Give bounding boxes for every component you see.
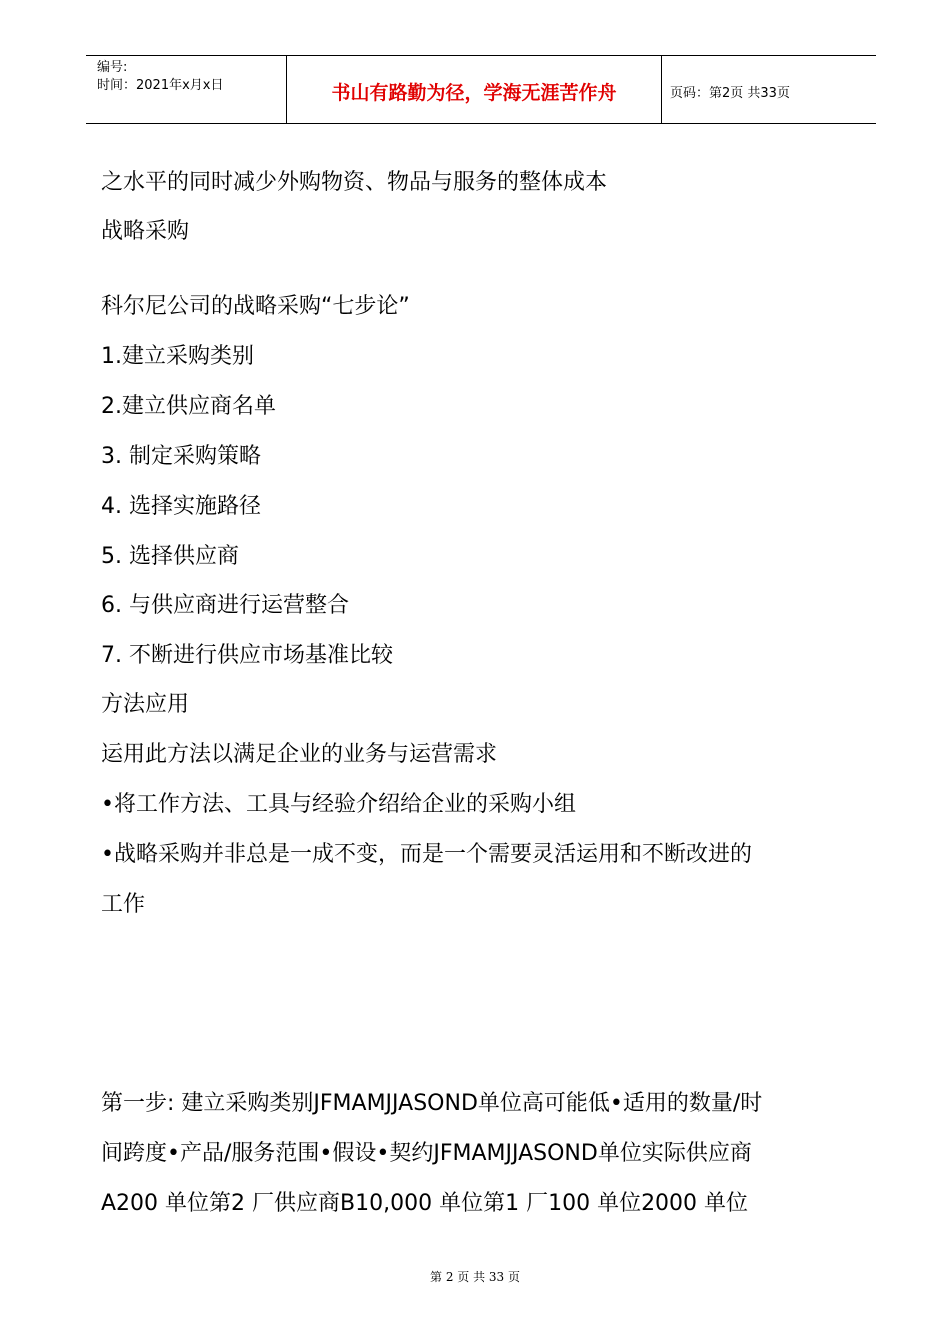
list-item: 4. 选择实施路径: [101, 494, 261, 519]
header-motto-cell: [286, 56, 662, 123]
header-page-cell: [661, 56, 876, 123]
list-item: 3. 制定采购策略: [101, 444, 261, 469]
list-item: 5. 选择供应商: [101, 544, 239, 569]
page-footer: 第 2 页 共 33 页: [430, 1270, 520, 1284]
body-line: A200 单位第2 厂供应商B10,000 单位第1 厂100 单位2000 单位: [101, 1191, 749, 1216]
document-time-label: 时间：2021年x月x日: [97, 78, 224, 93]
body-line: 第一步: 建立采购类别JFMAMJJASOND单位高可能低•适用的数量/时: [101, 1091, 763, 1116]
bullet-item: •将工作方法、工具与经验介绍给企业的采购小组: [101, 792, 576, 817]
page-header: [86, 55, 876, 124]
body-line: 运用此方法以满足企业的业务与运营需求: [101, 742, 498, 767]
section-heading: 方法应用: [101, 692, 190, 717]
body-line: 间跨度•产品/服务范围•假设•契约JFMAMJJASOND单位实际供应商: [101, 1141, 752, 1166]
body-line: 工作: [101, 892, 146, 917]
bullet-item: •战略采购并非总是一成不变，而是一个需要灵活运用和不断改进的: [101, 842, 752, 867]
list-item: 2.建立供应商名单: [101, 394, 276, 419]
section-heading: 战略采购: [101, 219, 190, 244]
list-item: 6. 与供应商进行运营整合: [101, 593, 349, 618]
header-motto: 书山有路勤为径，学海无涯苦作舟: [331, 82, 617, 104]
list-item: 7. 不断进行供应市场基准比较: [101, 643, 393, 668]
header-page-info: 页码：第2页 共33页: [670, 86, 790, 101]
document-number-label: 编号:: [97, 60, 128, 75]
list-item: 1.建立采购类别: [101, 344, 254, 369]
section-heading: 科尔尼公司的战略采购“七步论”: [101, 294, 410, 319]
header-left-cell: [86, 56, 286, 123]
body-line: 之水平的同时减少外购物资、物品与服务的整体成本: [101, 170, 608, 195]
